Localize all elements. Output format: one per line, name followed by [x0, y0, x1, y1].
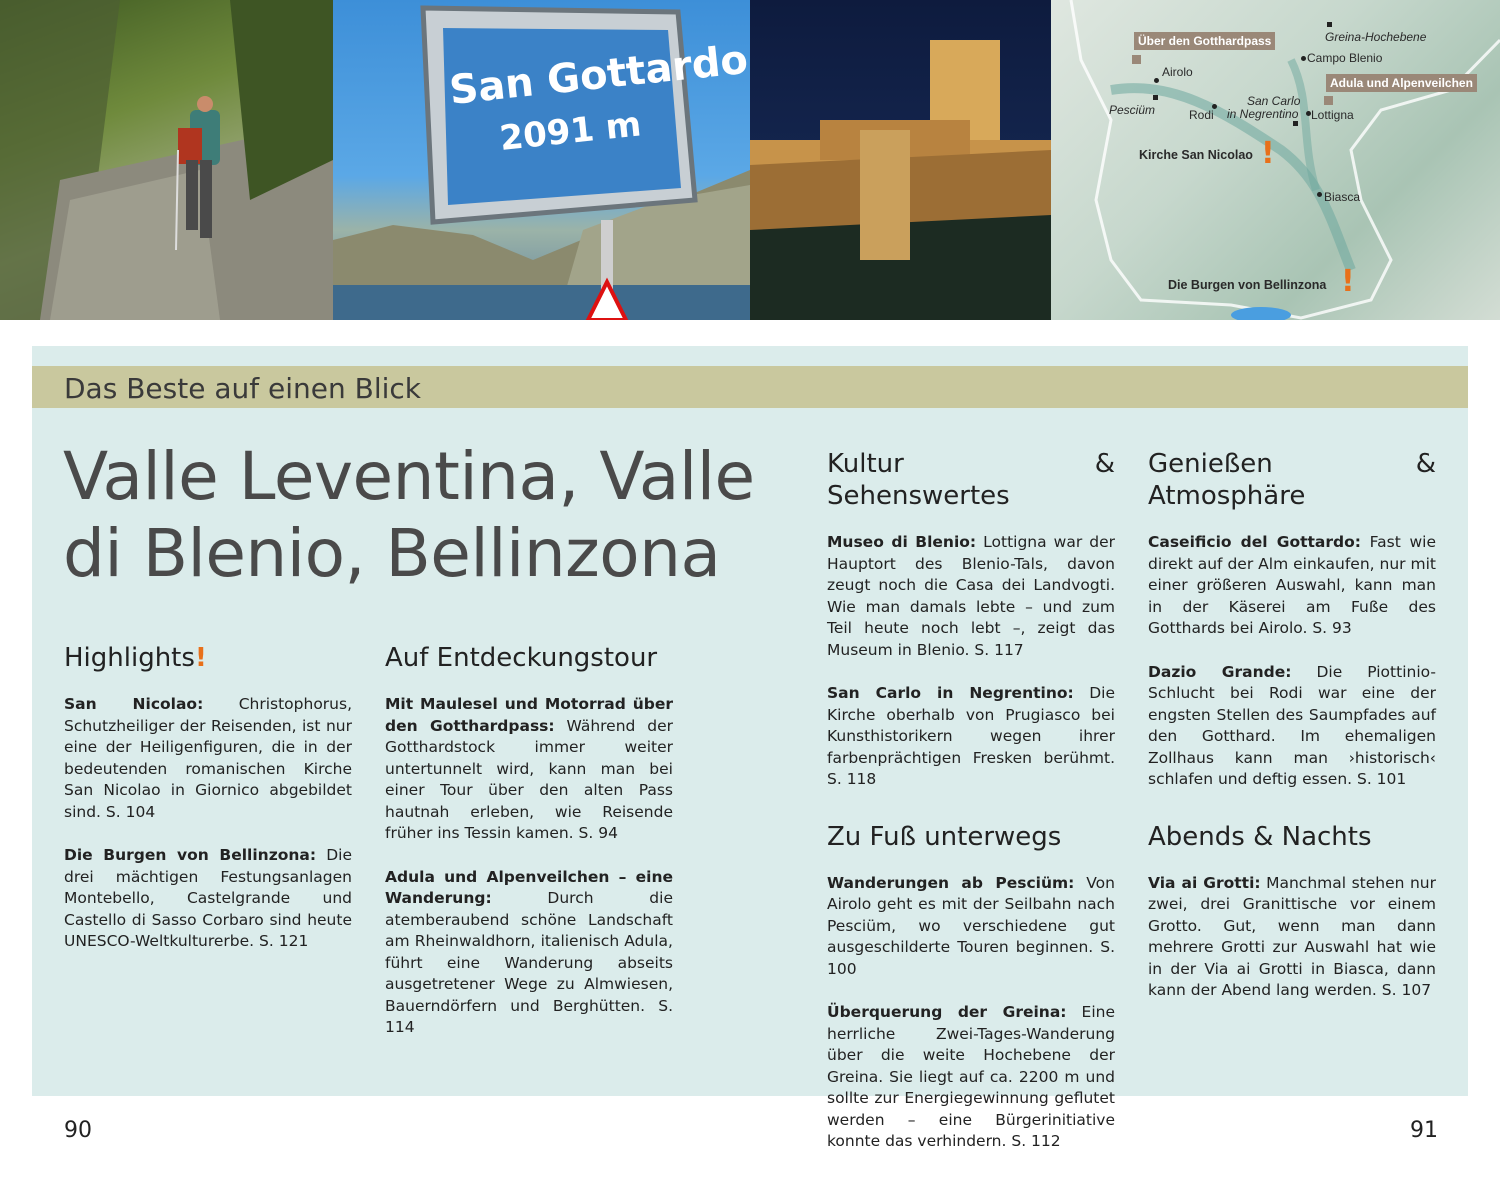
- map-label-in-negrentino: in Negrentino: [1227, 107, 1299, 121]
- entry-san-carlo: [827, 683, 1115, 791]
- map-label-lottigna: Lottigna: [1311, 108, 1354, 122]
- entry-text: Die Kirche oberhalb von Prugiasco bei Kunsthistorikern wegen ihrer farbenprächtigen Fresken berühmt. S. 118: [827, 684, 1115, 788]
- map-region: [1051, 0, 1500, 320]
- entry-title: Adula und Alpenveilchen – eine Wanderung:: [385, 867, 673, 907]
- map-label-airolo: Airolo: [1162, 65, 1193, 79]
- entry-title: Caseificio del Gottardo:: [1148, 533, 1361, 551]
- entry-title: Mit Maulesel und Motorrad über den Gotthardpass:: [385, 695, 673, 735]
- entry-title: Die Burgen von Bellinzona:: [64, 846, 317, 864]
- entry-title: Überquerung der Greina:: [827, 1003, 1067, 1021]
- map-dot-pesciuem: [1153, 95, 1158, 100]
- entry-text: Die drei mächtigen Festungsanlagen Montebello, Castelgrande und Castello di Sasso Corbaro sind heute UNESCO-Weltkulturerbe. S. 121: [64, 846, 352, 950]
- entry-text: Manchmal stehen nur zwei, drei Granittische vor einem Grotto. Gut, wenn man dann mehrere Grotti zur Auswahl hat wie in der Via ai Grotti in Biasca, dann kann der Abend lang werden. S. 107: [1148, 873, 1436, 999]
- map-label-san-carlo: San Carlo: [1247, 94, 1301, 108]
- entry-dazio-grande: [1148, 662, 1436, 791]
- entry-text: Durch die atemberaubend schöne Landschaft am Rheinwaldhorn, italienisch Adula, führt eine Wanderung abseits ausgetretener Wege zu Almwiesen, Bauerndörfern und Berghütten. S. 114: [385, 889, 673, 1036]
- heading-highlights-text: Highlights: [64, 643, 195, 673]
- map-label-pesciuem: Pesciüm: [1109, 103, 1156, 117]
- map-dot-lottigna: [1293, 121, 1298, 126]
- entry-title: Wanderungen ab Pesciüm:: [827, 873, 1075, 892]
- column-highlights: [64, 642, 352, 975]
- entry-title: Museo di Blenio:: [827, 533, 977, 551]
- entry-pesciuem: [827, 873, 1115, 981]
- entry-caseificio: [1148, 532, 1436, 640]
- sign-illustration: [333, 0, 750, 320]
- map-tag-adula: Adula und Alpenveilchen: [1326, 74, 1477, 92]
- entry-title: Dazio Grande:: [1148, 662, 1292, 681]
- map-highlight-mark-burgen: !: [1341, 264, 1355, 299]
- page-title-line-2: di Blenio, Bellinzona: [63, 515, 721, 592]
- map-tag-gotthard: Über den Gotthardpass: [1134, 32, 1275, 50]
- map-highlight-san-nicolao: Kirche San Nicolao: [1139, 148, 1253, 162]
- hiker-illustration: [0, 0, 333, 320]
- entry-text: Lottigna war der Hauptort des Blenio-Tals, davon zeugt noch die Casa dei Landvogti. Wie man damals lebte – und zum Teil heute noch lebt –, zeigt das Museum in Blenio. S. 117: [827, 533, 1115, 659]
- entry-adula: [385, 867, 673, 1039]
- entry-title: San Nicolao:: [64, 695, 204, 713]
- map-dot-biasca: [1317, 192, 1322, 197]
- map-marker-adula: [1324, 96, 1333, 105]
- photo-hiker: [0, 0, 333, 320]
- entry-title: San Carlo in Negrentino:: [827, 684, 1074, 702]
- map-label-greina: Greina-Hochebene: [1325, 30, 1427, 44]
- photo-castle-night: [750, 0, 1051, 320]
- column-kultur-zufuss: [827, 448, 1115, 1175]
- section-title: Das Beste auf einen Blick: [64, 372, 421, 405]
- page-number-left: 90: [64, 1118, 92, 1143]
- map-label-campo-blenio: Campo Blenio: [1307, 51, 1383, 65]
- entry-gotthardpass: [385, 694, 673, 845]
- map-dot-campo-blenio: [1301, 56, 1306, 61]
- heading-highlights: [64, 642, 352, 674]
- relief-map: [1051, 0, 1500, 320]
- page-number-right: 91: [1410, 1118, 1438, 1143]
- entry-text: Während der Gotthardstock immer weiter untertunnelt wird, kann man bei einer Tour über den alten Pass hautnah erleben, wie Reisende früher ins Tessin kamen. S. 94: [385, 716, 673, 842]
- entry-text: Von Airolo geht es mit der Seilbahn nach Pesciüm, wo verschiedene gut ausgeschilderte Touren beginnen. S. 100: [827, 873, 1115, 978]
- map-dot-airolo: [1154, 78, 1159, 83]
- svg-text:San Gottardo: San Gottardo: [447, 36, 750, 114]
- entry-text: Eine herrliche Zwei-Tages-Wanderung über die weite Hochebene der Greina. Sie liegt auf ca. 2200 m und sollte zur Energiegewinnung geflutet werden – eine Bürgerinitiative konnte das verhindern. S. 112: [827, 1003, 1116, 1150]
- heading-kultur: Kultur & Sehenswertes: [827, 449, 1115, 511]
- page-title: [63, 438, 783, 592]
- entry-text: Christophorus, Schutzheiliger der Reisenden, ist nur eine der Heiligenfiguren, die in der bedeutenden romanischen Kirche San Nicolao in Giornico abgebildet sind. S. 104: [64, 695, 352, 821]
- heading-geniessen: Genießen & Atmosphäre: [1148, 449, 1436, 511]
- map-label-biasca: Biasca: [1324, 190, 1361, 204]
- entry-title: Via ai Grotti:: [1148, 873, 1261, 892]
- entry-burgen-bellinzona: [64, 845, 352, 953]
- map-label-rodi: Rodi: [1189, 108, 1214, 122]
- section-header-bar: [32, 366, 1468, 408]
- heading-abends: Abends & Nachts: [1148, 821, 1372, 852]
- heading-zufuss: Zu Fuß unterwegs: [827, 821, 1062, 852]
- entry-text: Fast wie direkt auf der Alm einkaufen, nur mit einer größeren Auswahl, kann man in der Käserei am Fuße des Gotthards bei Airolo. S. 93: [1148, 533, 1436, 637]
- entry-text: Die Piottinio-Schlucht bei Rodi war eine der engsten Stellen des Saumpfades auf den Gotthard. Im ehemaligen Zollhaus kann man ›historisch‹ schlafen und deftig essen. S. 101: [1148, 662, 1436, 788]
- column-entdeckungstour: [385, 642, 673, 1061]
- page-title-line-1: Valle Leventina, Valle: [63, 438, 755, 515]
- highlight-mark-icon: !: [194, 643, 207, 673]
- photo-san-gottardo-sign: [333, 0, 750, 320]
- map-highlight-mark-san-nicolao: !: [1261, 136, 1275, 171]
- map-highlight-burgen: Die Burgen von Bellinzona: [1168, 278, 1327, 292]
- map-dot-greina: [1327, 22, 1332, 27]
- entry-greina: [827, 1002, 1115, 1153]
- svg-text:2091 m: 2091 m: [497, 104, 644, 159]
- entry-san-nicolao: [64, 694, 352, 823]
- entry-via-ai-grotti: [1148, 873, 1436, 1002]
- entry-museo-blenio: [827, 532, 1115, 661]
- column-geniessen-abends: [1148, 448, 1436, 1024]
- castle-illustration: [750, 0, 1051, 320]
- map-marker-gotthard: [1132, 55, 1141, 64]
- heading-entdeckungstour: Auf Entdeckungstour: [385, 643, 658, 673]
